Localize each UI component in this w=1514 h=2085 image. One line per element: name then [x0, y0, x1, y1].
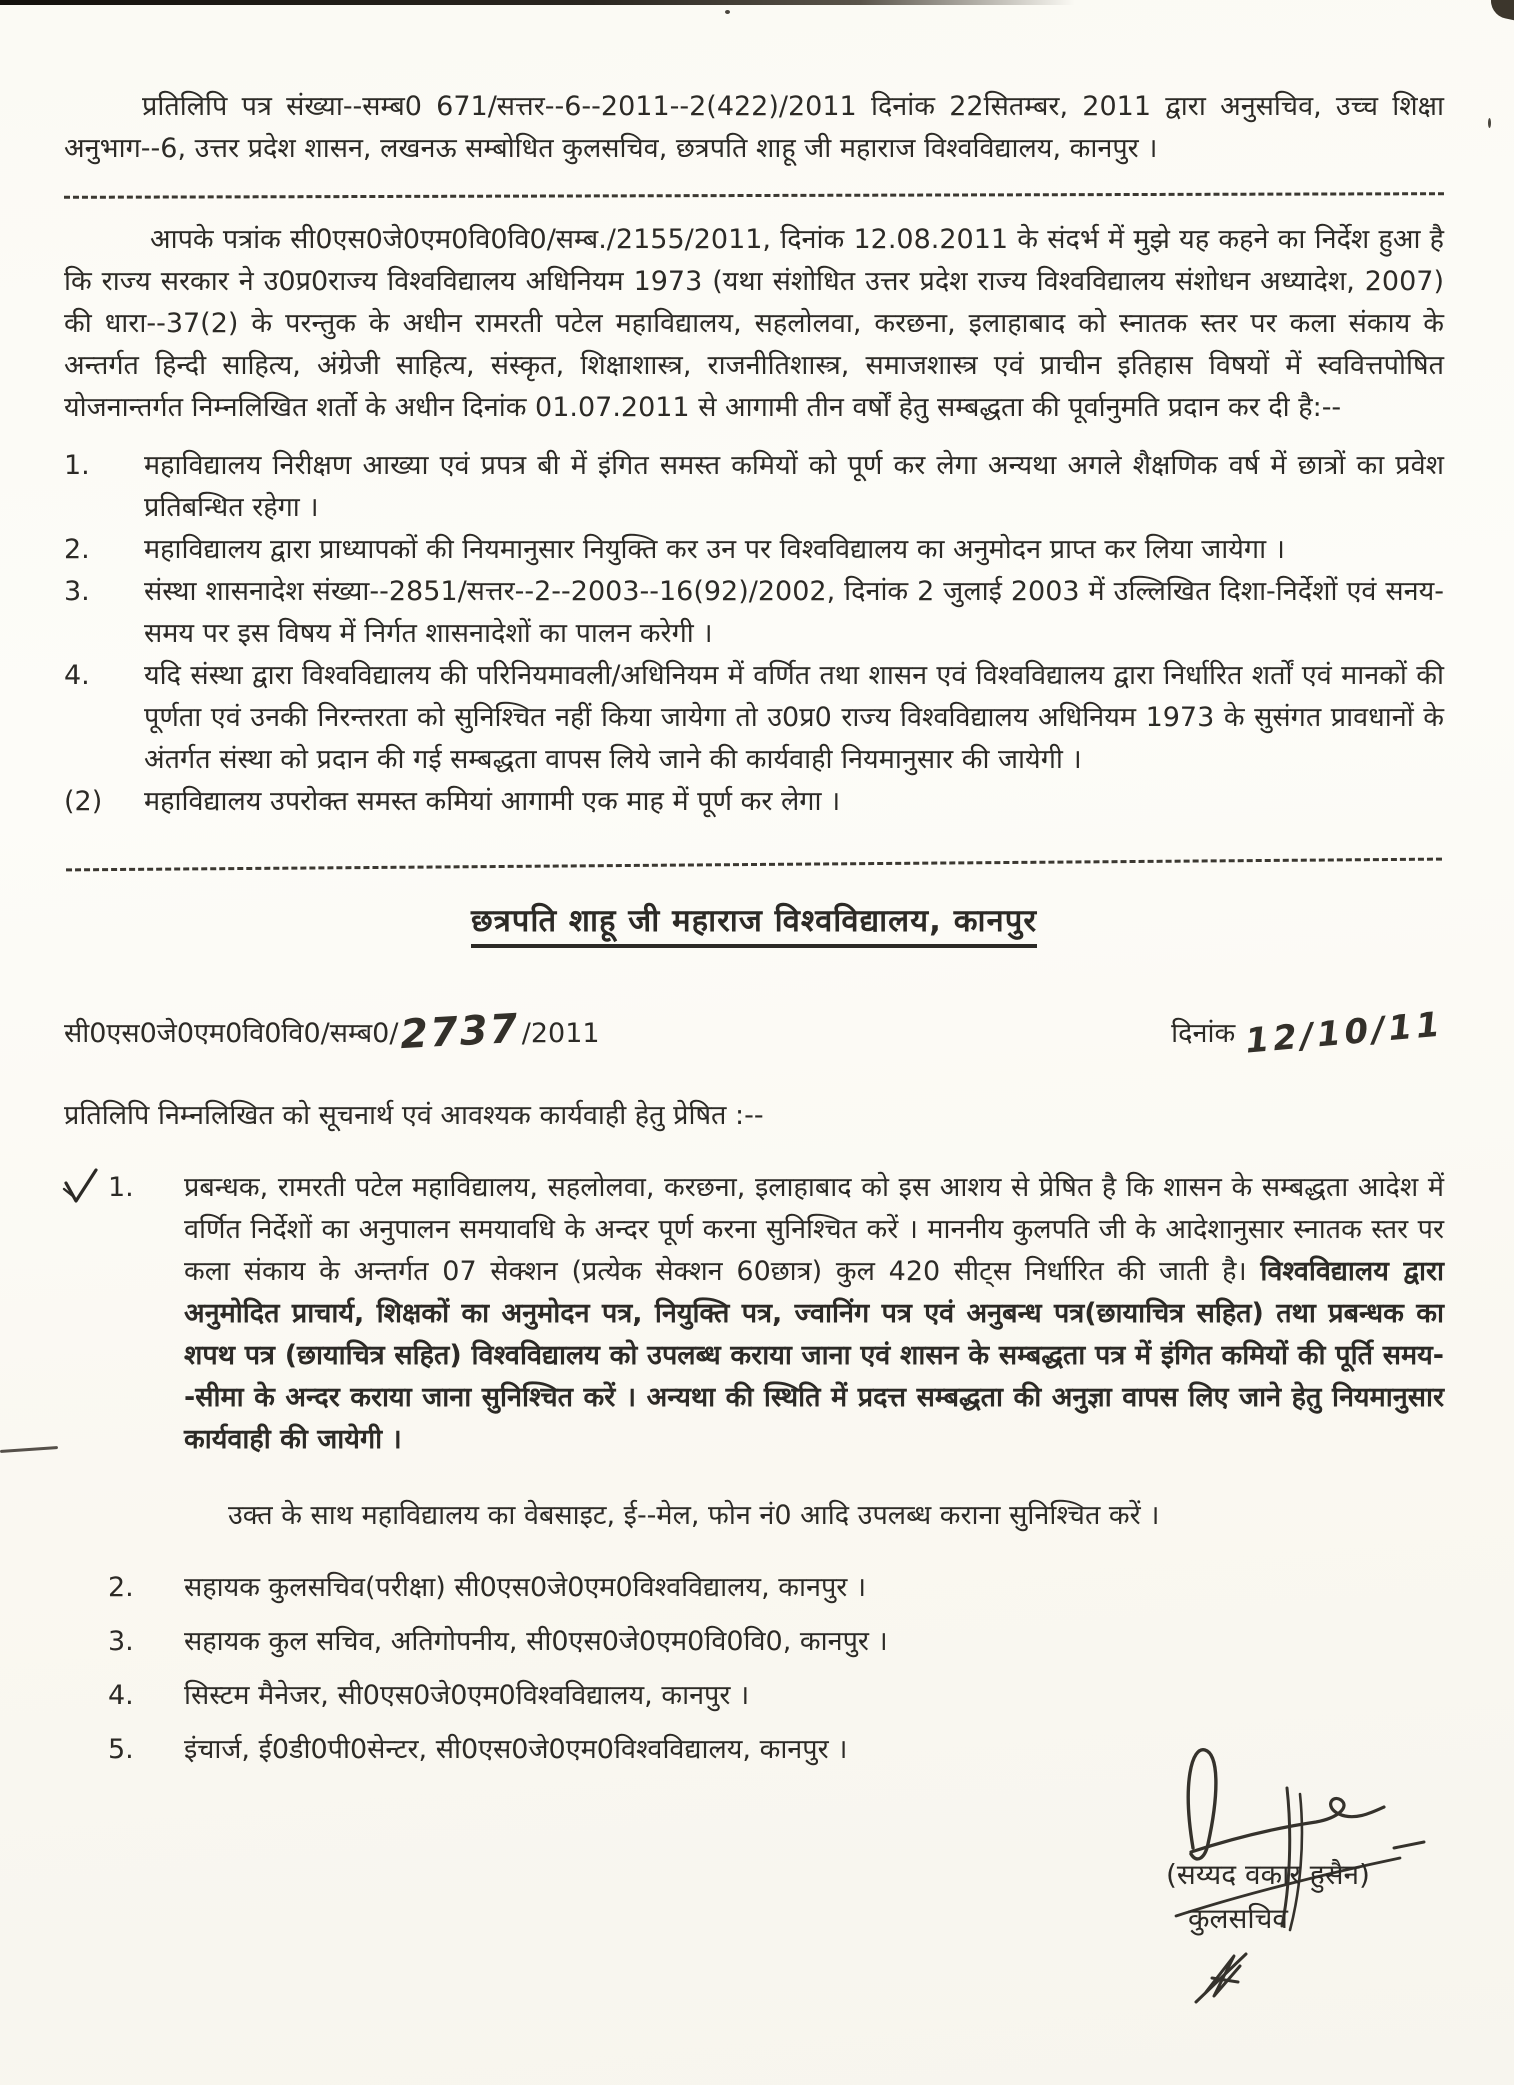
- date-field: [1171, 1004, 1446, 1062]
- condition-text: महाविद्यालय उपरोक्त समस्त कमियां आगामी एक माह में पूर्ण कर लेगा ।: [144, 786, 841, 817]
- distribution-item: [108, 1167, 1444, 1461]
- distribution-text: सहायक कुल सचिव, अतिगोपनीय, सी0एस0जे0एम0वि0वि0, कानपुर ।: [184, 1626, 888, 1657]
- condition-text: महाविद्यालय द्वारा प्राध्यापकों की नियमानुसार नियुक्ति कर उन पर विश्वविद्यालय का अनुमोदन प्राप्त कर लिया जायेगा ।: [144, 534, 1285, 565]
- distribution-number: 2.: [108, 1572, 134, 1603]
- distribution-number: 4.: [108, 1680, 134, 1711]
- condition-item: [64, 529, 1444, 571]
- condition-item: [64, 445, 1444, 529]
- website-note-paragraph: उक्त के साथ महाविद्यालय का वेबसाइट, ई--मेल, फोन नं0 आदि उपलब्ध कराना सुनिश्चित करें ।: [228, 1500, 1160, 1531]
- distribution-text-bold: विश्वविद्यालय द्वारा अनुमोदित प्राचार्य, शिक्षकों का अनुमोदन पत्र, नियुक्ति पत्र, ज्वानिंग पत्र एवं अनुबन्ध पत्र(छायाचित्र सहित) तथा प्रबन्धक का शपथ पत्र (छायाचित्र सहित) विश्वविद्यालय को उपलब्ध कराया जाना एवं शासन के सम्बद्धता पत्र में इंगित कमियों की पूर्ति समय--सीमा के अन्दर कराया जाना सुनिश्चित करें । अन्यथा की स्थिति में प्रदत्त सम्बद्धता की अनुज्ञा वापस लिए जाने हेतु नियमानुसार कार्यवाही की जायेगी ।: [184, 1256, 1444, 1455]
- condition-number: 2.: [64, 534, 90, 565]
- condition-item: [64, 781, 1444, 823]
- distribution-intro: प्रतिलिपि निम्नलिखित को सूचनार्थ एवं आवश्यक कार्यवाही हेतु प्रेषित :--: [64, 1100, 764, 1131]
- reference-suffix: /2011: [521, 1018, 600, 1049]
- handwritten-reference-number: 2737: [399, 1005, 522, 1059]
- condition-number: (2): [64, 786, 103, 817]
- conditions-list: [64, 445, 1444, 823]
- distribution-text: [184, 1167, 1444, 1461]
- condition-item: [64, 571, 1444, 655]
- copy-endorsement-paragraph: प्रतिलिपि पत्र संख्या--सम्ब0 671/सत्तर--6--2011--2(422)/2011 दिनांक 22सितम्बर, 2011 द्वारा अनुसचिव, उच्च शिक्षा अनुभाग--6, उत्तर प्रदेश शासन, लखनऊ सम्बोधित कुलसचिव, छत्रपति शाहू जी महाराज विश्वविद्यालय, कानपुर ।: [64, 91, 1444, 164]
- distribution-number: 1.: [108, 1172, 134, 1203]
- distribution-text: इंचार्ज, ई0डी0पी0सेन्टर, सी0एस0जे0एम0विश्वविद्यालय, कानपुर ।: [184, 1734, 848, 1765]
- distribution-item: [108, 1671, 1444, 1721]
- distribution-text-normal: प्रबन्धक, रामरती पटेल महाविद्यालय, सहलोलवा, करछना, इलाहाबाद को इस आशय से प्रेषित है कि शासन के सम्बद्धता आदेश में वर्णित निर्देशों का अनुपालन समयावधि के अन्दर पूर्ण करना सुनिश्चित करें । माननीय कुलपति जी के आदेशानुसार स्नातक स्तर पर कला संकाय के अन्तर्गत 07 सेक्शन (प्रत्येक सेक्शन 60छात्र) कुल 420 सीट्स निर्धारित की जाती है।: [184, 1172, 1444, 1287]
- distribution-number: 3.: [108, 1626, 134, 1657]
- signatory-title: कुलसचिव: [1187, 1902, 1289, 1935]
- reference-number: [64, 1005, 600, 1059]
- university-heading: [64, 900, 1444, 942]
- dashed-divider-middle: [66, 858, 1442, 872]
- reference-number-line: [64, 1004, 1446, 1062]
- distribution-text: सिस्टम मैनेजर, सी0एस0जे0एम0विश्वविद्यालय, कानपुर ।: [184, 1680, 750, 1711]
- distribution-text: सहायक कुलसचिव(परीक्षा) सी0एस0जे0एम0विश्वविद्यालय, कानपुर ।: [184, 1572, 867, 1603]
- reference-prefix: सी0एस0जे0एम0वि0वि0/सम्ब0/: [64, 1018, 399, 1049]
- distribution-list: [108, 1167, 1444, 1775]
- checkmark-icon: [62, 1167, 102, 1224]
- dashed-divider-top: [64, 192, 1444, 199]
- condition-number: 3.: [64, 576, 90, 607]
- signatory-name: (सय्यद वकार हुसैन): [1166, 1858, 1370, 1891]
- condition-text: संस्था शासनादेश संख्या--2851/सत्तर--2--2003--16(92)/2002, दिनांक 2 जुलाई 2003 में उल्लिखित दिशा-निर्देशों एवं सनय-समय पर इस विषय में निर्गत शासनादेशों का पालन करेगी ।: [144, 576, 1444, 649]
- distribution-number: 5.: [108, 1734, 134, 1765]
- date-label: दिनांक: [1171, 1018, 1236, 1049]
- distribution-item: [108, 1617, 1444, 1667]
- university-heading-text: छत्रपति शाहू जी महाराज विश्वविद्यालय, कानपुर: [471, 903, 1037, 948]
- condition-text: यदि संस्था द्वारा विश्वविद्यालय की परिनियमावली/अधिनियम में वर्णित तथा शासन एवं विश्वविद्यालय द्वारा निर्धारित शर्तों एवं मानकों की पूर्णता एवं उनकी निरन्तरता को सुनिश्चित नहीं किया जायेगा तो उ0प्र0 राज्य विश्वविद्यालय अधिनियम 1973 के सुसंगत प्रावधानों के अंतर्गत संस्था को प्रदान की गई सम्बद्धता वापस लिये जाने की कार्यवाही नियमानुसार की जायेगी ।: [144, 660, 1444, 775]
- signature-block: [1078, 1730, 1458, 1937]
- condition-text: महाविद्यालय निरीक्षण आख्या एवं प्रपत्र बी में इंगित समस्त कमियों को पूर्ण कर लेगा अन्यथा अगले शैक्षणिक वर्ष में छात्रों का प्रवेश प्रतिबन्धित रहेगा ।: [144, 450, 1444, 523]
- handwritten-date: 12/10/11: [1244, 1004, 1446, 1062]
- condition-number: 4.: [64, 660, 90, 691]
- distribution-item: [108, 1563, 1444, 1613]
- condition-number: 1.: [64, 450, 90, 481]
- condition-item: [64, 655, 1444, 781]
- reference-body-paragraph: आपके पत्रांक सी0एस0जे0एम0वि0वि0/सम्ब./2155/2011, दिनांक 12.08.2011 के संदर्भ में मुझे यह कहने का निर्देश हुआ है कि राज्य सरकार ने उ0प्र0राज्य विश्वविद्यालय अधिनियम 1973 (यथा संशोधित उत्तर प्रदेश राज्य विश्वविद्यालय संशोधन अध्यादेश, 2007) की धारा--37(2) के परन्तुक के अधीन रामरती पटेल महाविद्यालय, सहलोलवा, करछना, इलाहाबाद को स्नातक स्तर पर कला संकाय के अन्तर्गत हिन्दी साहित्य, अंग्रेजी साहित्य, संस्कृत, शिक्षाशास्त्र, राजनीतिशास्त्र, समाजशास्त्र एवं प्राचीन इतिहास विषयों में स्ववित्तपोषित योजनान्तर्गत निम्नलिखित शर्तो के अधीन दिनांक 01.07.2011 से आगामी तीन वर्षों हेतु सम्बद्धता की पूर्वानुमति प्रदान कर दी है:--: [64, 224, 1444, 423]
